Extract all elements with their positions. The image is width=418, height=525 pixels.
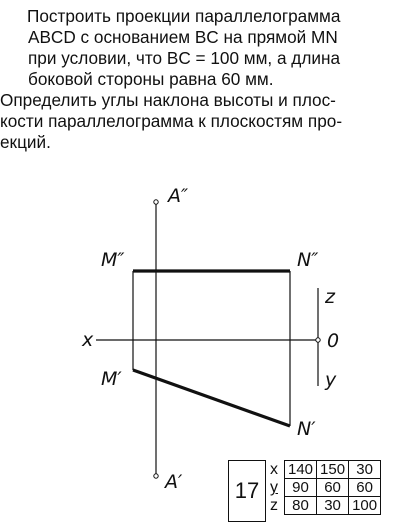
- label-z: z: [325, 286, 335, 308]
- label-A2: A″: [168, 185, 189, 207]
- table-row: [264, 497, 381, 515]
- value-cell: 60: [317, 479, 349, 497]
- task-line-2: ABCD с основанием BC на прямой MN: [28, 27, 338, 47]
- label-M1: M′: [101, 368, 122, 390]
- value-cell: 140: [285, 461, 317, 479]
- value-cell: 30: [349, 461, 381, 479]
- variant-number-text: 17: [234, 478, 260, 503]
- point-A1: [154, 474, 158, 478]
- origin-point: [316, 338, 320, 342]
- label-N1: N′: [297, 418, 316, 440]
- value-cell: 80: [285, 497, 317, 515]
- value-cell: 90: [285, 479, 317, 497]
- task-line-1: Построить проекции параллелограмма: [27, 6, 341, 26]
- task-line-5: Определить углы наклона высоты и плос-: [0, 90, 336, 110]
- value-cell: 30: [317, 497, 349, 515]
- task-line-6: кости параллелограмма к плоскостям про-: [0, 111, 343, 131]
- task-line-7: екций.: [0, 132, 51, 152]
- label-x: x: [82, 329, 94, 351]
- value-cell: 150: [317, 461, 349, 479]
- variant-number: [228, 460, 266, 522]
- value-cell: 100: [349, 497, 381, 515]
- label-A1: A′: [165, 471, 183, 493]
- value-cell: 60: [349, 479, 381, 497]
- task-line-3: при условии, что BC = 100 мм, а длина: [28, 48, 341, 68]
- coordinates-table: [264, 460, 381, 515]
- label-N2: N″: [297, 249, 319, 271]
- axis-cell: z: [264, 497, 285, 515]
- task-line-4: боковой стороны равна 60 мм.: [28, 69, 274, 89]
- label-y: y: [325, 369, 337, 391]
- axis-cell: x: [264, 461, 285, 479]
- point-A2: [154, 200, 158, 204]
- label-M2: M″: [101, 249, 125, 271]
- table-row: [264, 461, 381, 479]
- axis-cell: y: [264, 479, 285, 497]
- label-origin: 0: [327, 330, 340, 352]
- table-row: [264, 479, 381, 497]
